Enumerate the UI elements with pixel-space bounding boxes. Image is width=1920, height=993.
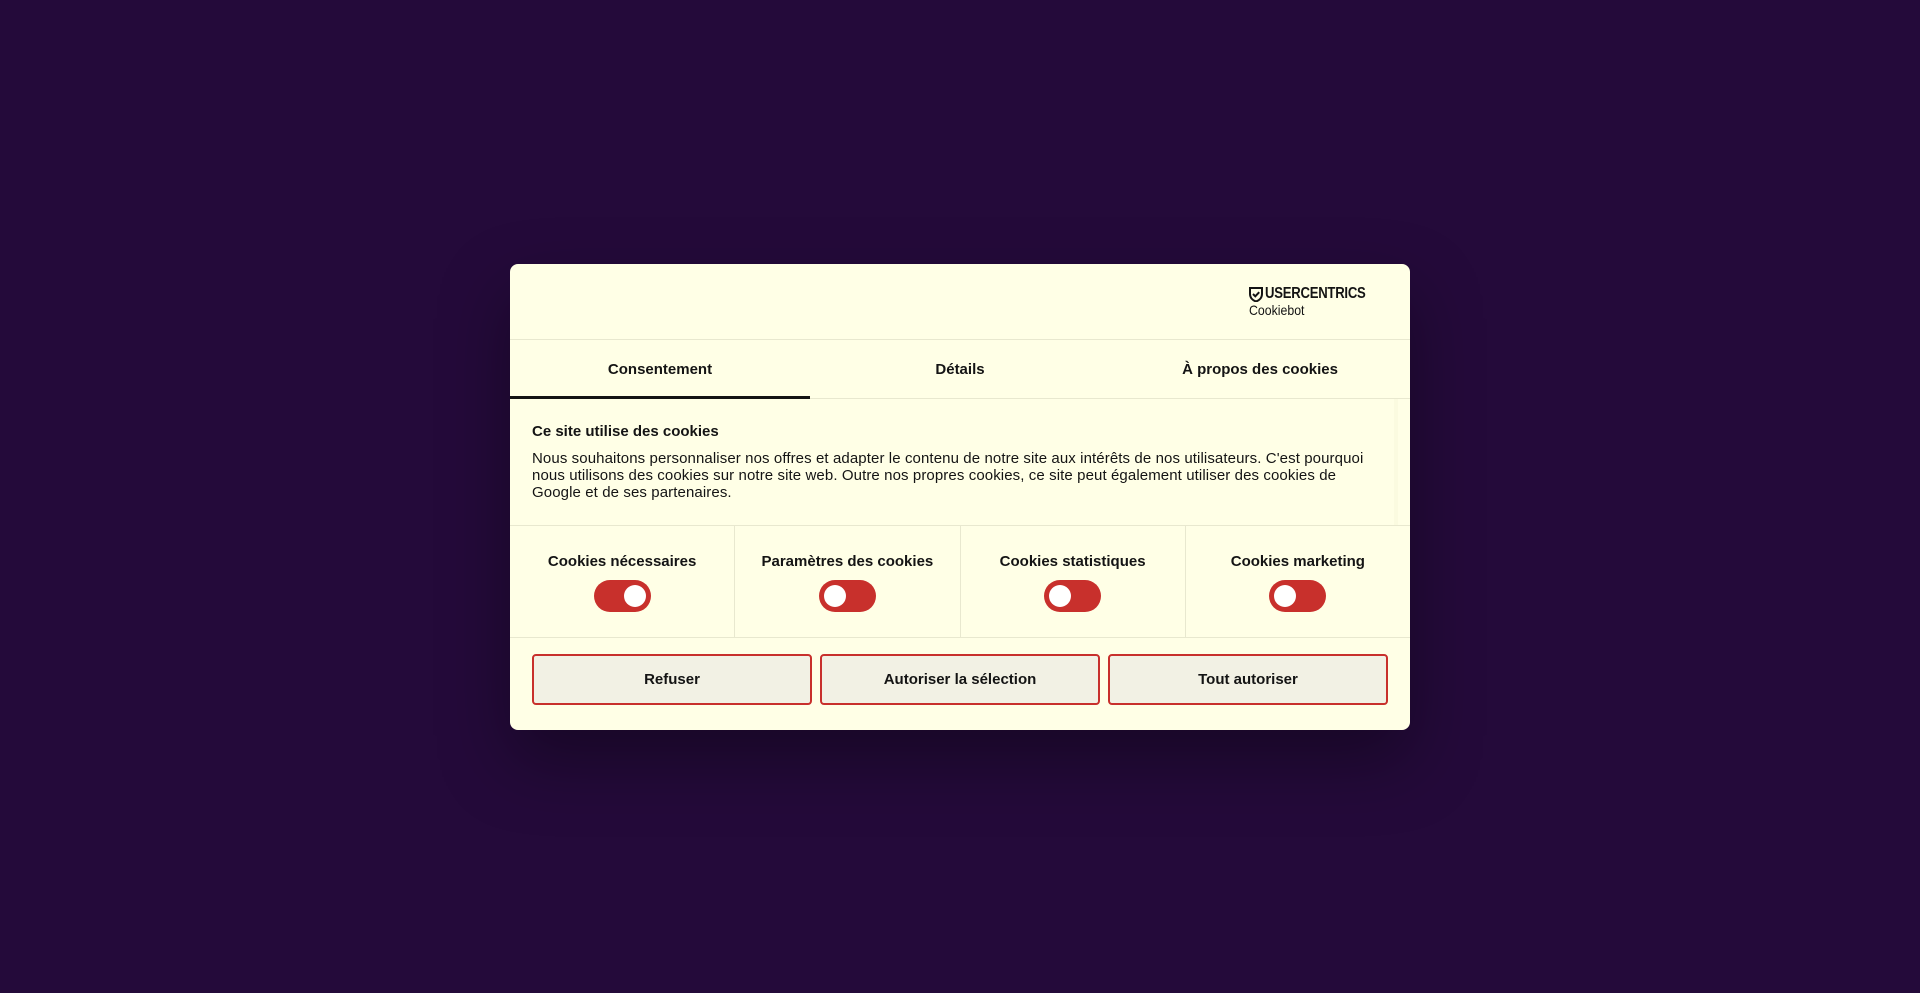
cookie-category-toggles — [510, 526, 1410, 638]
toggle-cell-preferences — [735, 526, 960, 637]
dialog-header — [510, 264, 1410, 340]
toggle-cell-statistics — [961, 526, 1186, 637]
toggle-switch-statistics[interactable] — [1044, 580, 1101, 612]
toggle-switch-marketing[interactable] — [1269, 580, 1326, 612]
consent-description: Nous souhaitons personnaliser nos offres et adapter le contenu de notre site aux intérêts de nos utilisateurs. C'est pourquoi nous utilisons des cookies sur notre site web. Outre nos propres cookies, ce site peut également utiliser des cookies de Google et de ses partenaires. — [532, 450, 1364, 501]
allow-all-button[interactable]: Tout autoriser — [1108, 654, 1388, 705]
tab-details[interactable]: Détails — [935, 360, 985, 378]
toggle-knob — [824, 585, 846, 607]
toggle-label-statistics: Cookies statistiques — [999, 553, 1146, 570]
allow-selection-button[interactable]: Autoriser la sélection — [820, 654, 1100, 705]
action-buttons — [510, 638, 1410, 705]
cookie-consent-dialog — [510, 264, 1410, 730]
brand-subname: Cookiebot — [1249, 302, 1305, 318]
decline-button[interactable]: Refuser — [532, 654, 812, 705]
tab-bar — [510, 340, 1410, 399]
toggle-cell-marketing — [1186, 526, 1410, 637]
brand-name: USERCENTRICS — [1265, 285, 1366, 302]
usercentrics-cookiebot-logo — [1249, 286, 1388, 318]
toggle-label-necessary: Cookies nécessaires — [547, 553, 697, 570]
toggle-switch-preferences[interactable] — [819, 580, 876, 612]
toggle-label-marketing: Cookies marketing — [1230, 553, 1365, 570]
toggle-cell-necessary — [510, 526, 735, 637]
tab-about-cookies[interactable]: À propos des cookies — [1182, 360, 1338, 378]
toggle-label-preferences: Paramètres des cookies — [761, 553, 934, 570]
shield-check-icon — [1249, 287, 1263, 302]
consent-title: Ce site utilise des cookies — [532, 423, 719, 440]
consent-body — [510, 399, 1410, 526]
toggle-switch-necessary[interactable] — [594, 580, 651, 612]
toggle-knob — [1049, 585, 1071, 607]
toggle-knob — [624, 585, 646, 607]
tab-consent[interactable]: Consentement — [510, 340, 810, 398]
toggle-knob — [1274, 585, 1296, 607]
